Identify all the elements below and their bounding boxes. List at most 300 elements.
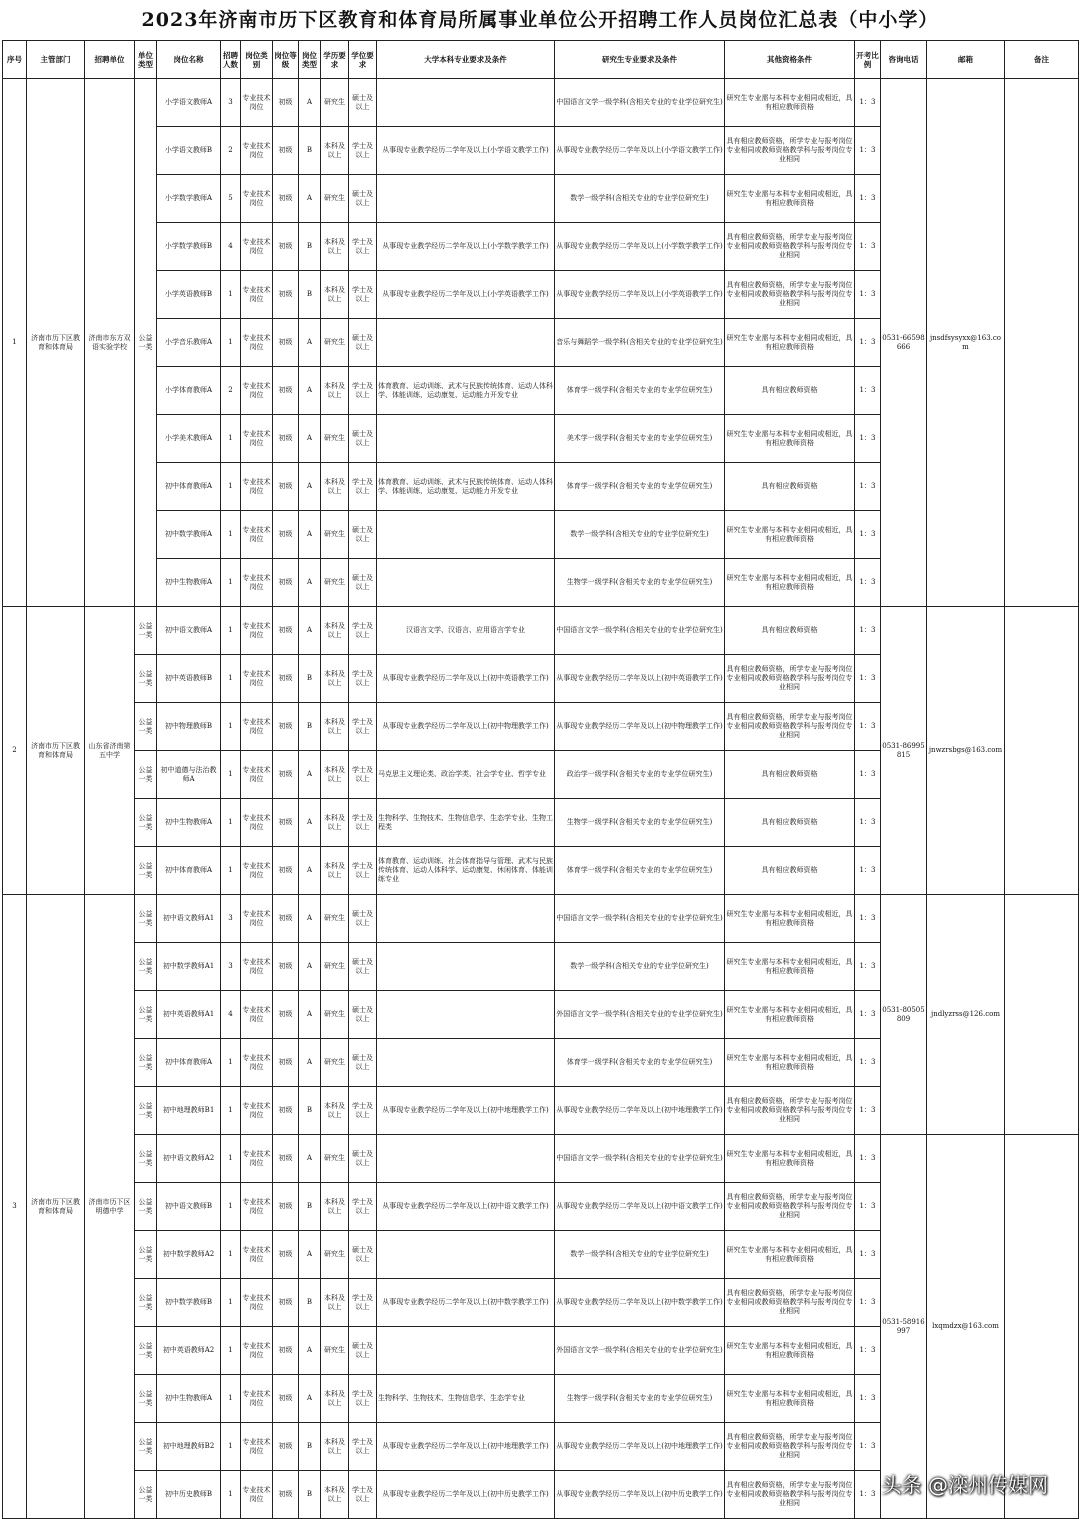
other-req-cell: 具有相应教师资格 [725, 367, 855, 415]
position-cell: 初中数学教师A1 [157, 943, 221, 991]
edu-cell: 研究生 [321, 943, 349, 991]
degree-cell: 硕士及以上 [349, 1135, 377, 1183]
level-cell: 初级 [273, 1423, 299, 1471]
other-req-cell: 具有相应教师资格 [725, 847, 855, 895]
ratio-cell: 1：3 [855, 367, 881, 415]
col-header: 岗位类别 [241, 41, 273, 79]
bachelor-req-cell [377, 79, 555, 127]
grad-req-cell: 数学一级学科(含相关专业的专业学位研究生) [555, 943, 725, 991]
col-header: 备注 [1005, 41, 1079, 79]
edu-cell: 本科及以上 [321, 703, 349, 751]
bachelor-req-cell: 从事现专业教学经历二学年及以上(初中英语教学工作) [377, 655, 555, 703]
count-cell: 4 [221, 991, 241, 1039]
count-cell: 1 [221, 1327, 241, 1375]
type-cell: B [299, 703, 321, 751]
count-cell: 1 [221, 1039, 241, 1087]
degree-cell: 学士及以上 [349, 655, 377, 703]
type-cell: B [299, 271, 321, 319]
category-cell: 专业技术岗位 [241, 1471, 273, 1519]
count-cell: 1 [221, 1231, 241, 1279]
type-cell: A [299, 1327, 321, 1375]
level-cell: 初级 [273, 991, 299, 1039]
level-cell: 初级 [273, 1327, 299, 1375]
position-cell: 初中英语教师A1 [157, 991, 221, 1039]
count-cell: 1 [221, 1135, 241, 1183]
bachelor-req-cell [377, 1039, 555, 1087]
category-cell: 专业技术岗位 [241, 127, 273, 175]
table-row [3, 79, 1079, 127]
level-cell: 初级 [273, 847, 299, 895]
grad-req-cell: 体育学一级学科(含相关专业的专业学位研究生) [555, 847, 725, 895]
note-cell [1005, 1135, 1079, 1519]
level-cell: 初级 [273, 1231, 299, 1279]
bachelor-req-cell: 从事现专业教学经历二学年及以上(初中物理教学工作) [377, 703, 555, 751]
count-cell: 1 [221, 1471, 241, 1519]
position-cell: 初中英语教师B [157, 655, 221, 703]
col-header: 研究生专业要求及条件 [555, 41, 725, 79]
count-cell: 2 [221, 127, 241, 175]
unit-type-cell: 公益一类 [135, 79, 157, 607]
level-cell: 初级 [273, 1039, 299, 1087]
bachelor-req-cell: 马克思主义理论类、政治学类、社会学专业、哲学专业 [377, 751, 555, 799]
bachelor-req-cell: 生物科学、生物技术、生物信息学、生态学专业、生物工程类 [377, 799, 555, 847]
type-cell: A [299, 943, 321, 991]
count-cell: 1 [221, 1375, 241, 1423]
edu-cell: 本科及以上 [321, 847, 349, 895]
bachelor-req-cell: 从事现专业教学经历二学年及以上(小学语文教学工作) [377, 127, 555, 175]
level-cell: 初级 [273, 799, 299, 847]
level-cell: 初级 [273, 1375, 299, 1423]
level-cell: 初级 [273, 1471, 299, 1519]
degree-cell: 学士及以上 [349, 1087, 377, 1135]
category-cell: 专业技术岗位 [241, 1279, 273, 1327]
position-cell: 初中语文教师A2 [157, 1135, 221, 1183]
level-cell: 初级 [273, 271, 299, 319]
other-req-cell: 具有相应教师资格，所学专业与报考岗位专业相同或教师资格教学科与报考岗位专业相同 [725, 223, 855, 271]
category-cell: 专业技术岗位 [241, 895, 273, 943]
type-cell: B [299, 1183, 321, 1231]
other-req-cell: 具有相应教师资格，所学专业与报考岗位专业相同或教师资格教学科与报考岗位专业相同 [725, 1423, 855, 1471]
position-cell: 初中道德与法治教师A [157, 751, 221, 799]
unit-type-cell: 公益一类 [135, 703, 157, 751]
bachelor-req-cell: 从事现专业教学经历二学年及以上(小学数学教学工作) [377, 223, 555, 271]
count-cell: 1 [221, 559, 241, 607]
grad-req-cell: 中国语言文学一级学科(含相关专业的专业学位研究生) [555, 1135, 725, 1183]
unit-type-cell: 公益一类 [135, 895, 157, 943]
degree-cell: 学士及以上 [349, 799, 377, 847]
category-cell: 专业技术岗位 [241, 511, 273, 559]
edu-cell: 本科及以上 [321, 223, 349, 271]
bachelor-req-cell: 生物科学、生物技术、生物信息学、生态学专业 [377, 1375, 555, 1423]
unit-type-cell: 公益一类 [135, 607, 157, 655]
degree-cell: 硕士及以上 [349, 415, 377, 463]
grad-req-cell: 从事现专业教学经历二学年及以上(初中英语教学工作) [555, 655, 725, 703]
position-cell: 小学音乐教师A [157, 319, 221, 367]
ratio-cell: 1：3 [855, 607, 881, 655]
ratio-cell: 1：3 [855, 655, 881, 703]
col-header: 主管部门 [27, 41, 85, 79]
grad-req-cell: 美术学一级学科(含相关专业的专业学位研究生) [555, 415, 725, 463]
level-cell: 初级 [273, 175, 299, 223]
category-cell: 专业技术岗位 [241, 559, 273, 607]
edu-cell: 研究生 [321, 175, 349, 223]
grad-req-cell: 中国语言文学一级学科(含相关专业的专业学位研究生) [555, 79, 725, 127]
position-cell: 初中生物教师A [157, 559, 221, 607]
category-cell: 专业技术岗位 [241, 367, 273, 415]
grad-req-cell: 数学一级学科(含相关专业的专业学位研究生) [555, 1231, 725, 1279]
degree-cell: 硕士及以上 [349, 175, 377, 223]
ratio-cell: 1：3 [855, 1471, 881, 1519]
email-cell: jnwzrsbgs@163.com [927, 607, 1005, 895]
level-cell: 初级 [273, 415, 299, 463]
email-cell: lxqmdzx@163.com [927, 1135, 1005, 1519]
type-cell: A [299, 799, 321, 847]
count-cell: 1 [221, 511, 241, 559]
grad-req-cell: 从事现专业教学经历二学年及以上(初中地理教学工作) [555, 1423, 725, 1471]
category-cell: 专业技术岗位 [241, 223, 273, 271]
edu-cell: 研究生 [321, 79, 349, 127]
phone-cell: 0531-66598666 [881, 79, 927, 607]
bachelor-req-cell: 从事现专业教学经历二学年及以上(初中数学教学工作) [377, 1279, 555, 1327]
bachelor-req-cell: 汉语言文学、汉语言、应用语言学专业 [377, 607, 555, 655]
other-req-cell: 研究生专业需与本科专业相同或相近，具有相应教师资格 [725, 1375, 855, 1423]
category-cell: 专业技术岗位 [241, 655, 273, 703]
ratio-cell: 1：3 [855, 79, 881, 127]
ratio-cell: 1：3 [855, 1327, 881, 1375]
grad-req-cell: 外国语言文学一级学科(含相关专业的专业学位研究生) [555, 991, 725, 1039]
edu-cell: 研究生 [321, 415, 349, 463]
degree-cell: 硕士及以上 [349, 79, 377, 127]
type-cell: A [299, 1231, 321, 1279]
edu-cell: 本科及以上 [321, 655, 349, 703]
level-cell: 初级 [273, 1087, 299, 1135]
other-req-cell: 具有相应教师资格 [725, 751, 855, 799]
unit-cell: 山东省济南第五中学 [85, 607, 135, 895]
level-cell: 初级 [273, 127, 299, 175]
grad-req-cell: 音乐与舞蹈学一级学科(含相关专业的专业学位研究生) [555, 319, 725, 367]
seq-cell: 3 [3, 895, 27, 1519]
ratio-cell: 1：3 [855, 1279, 881, 1327]
col-header: 序号 [3, 41, 27, 79]
level-cell: 初级 [273, 223, 299, 271]
count-cell: 1 [221, 319, 241, 367]
category-cell: 专业技术岗位 [241, 1039, 273, 1087]
degree-cell: 学士及以上 [349, 223, 377, 271]
ratio-cell: 1：3 [855, 559, 881, 607]
category-cell: 专业技术岗位 [241, 1135, 273, 1183]
ratio-cell: 1：3 [855, 847, 881, 895]
bachelor-req-cell: 从事现专业教学经历二学年及以上(初中历史教学工作) [377, 1471, 555, 1519]
type-cell: B [299, 223, 321, 271]
grad-req-cell: 从事现专业教学经历二学年及以上(小学语文教学工作) [555, 127, 725, 175]
position-cell: 初中地理教师B2 [157, 1423, 221, 1471]
count-cell: 1 [221, 655, 241, 703]
type-cell: A [299, 1135, 321, 1183]
degree-cell: 学士及以上 [349, 271, 377, 319]
email-cell: jndlyzrss@126.com [927, 895, 1005, 1135]
grad-req-cell: 中国语言文学一级学科(含相关专业的专业学位研究生) [555, 895, 725, 943]
other-req-cell: 具有相应教师资格 [725, 463, 855, 511]
other-req-cell: 具有相应教师资格，所学专业与报考岗位专业相同或教师资格教学科与报考岗位专业相同 [725, 1471, 855, 1519]
bachelor-req-cell [377, 1135, 555, 1183]
position-cell: 小学英语教师B [157, 271, 221, 319]
note-cell [1005, 895, 1079, 1135]
grad-req-cell: 生物学一级学科(含相关专业的专业学位研究生) [555, 799, 725, 847]
category-cell: 专业技术岗位 [241, 703, 273, 751]
category-cell: 专业技术岗位 [241, 1327, 273, 1375]
degree-cell: 学士及以上 [349, 751, 377, 799]
bachelor-req-cell [377, 559, 555, 607]
position-cell: 小学美术教师A [157, 415, 221, 463]
ratio-cell: 1：3 [855, 175, 881, 223]
ratio-cell: 1：3 [855, 1423, 881, 1471]
other-req-cell: 研究生专业需与本科专业相同或相近，具有相应教师资格 [725, 1135, 855, 1183]
ratio-cell: 1：3 [855, 463, 881, 511]
degree-cell: 学士及以上 [349, 1279, 377, 1327]
count-cell: 3 [221, 895, 241, 943]
type-cell: A [299, 1375, 321, 1423]
position-cell: 初中物理教师B [157, 703, 221, 751]
other-req-cell: 研究生专业需与本科专业相同或相近，具有相应教师资格 [725, 895, 855, 943]
edu-cell: 本科及以上 [321, 271, 349, 319]
dept-cell: 济南市历下区教育和体育局 [27, 895, 85, 1519]
degree-cell: 硕士及以上 [349, 511, 377, 559]
position-cell: 初中体育教师A [157, 847, 221, 895]
ratio-cell: 1：3 [855, 991, 881, 1039]
position-cell: 初中数学教师A [157, 511, 221, 559]
type-cell: A [299, 559, 321, 607]
position-cell: 初中语文教师B [157, 1183, 221, 1231]
type-cell: B [299, 1471, 321, 1519]
grad-req-cell: 从事现专业教学经历二学年及以上(初中历史教学工作) [555, 1471, 725, 1519]
other-req-cell: 研究生专业需与本科专业相同或相近，具有相应教师资格 [725, 1039, 855, 1087]
other-req-cell: 具有相应教师资格，所学专业与报考岗位专业相同或教师资格教学科与报考岗位专业相同 [725, 655, 855, 703]
ratio-cell: 1：3 [855, 703, 881, 751]
edu-cell: 研究生 [321, 1039, 349, 1087]
count-cell: 3 [221, 79, 241, 127]
header-row [3, 41, 1079, 79]
unit-type-cell: 公益一类 [135, 1471, 157, 1519]
col-header: 招聘人数 [221, 41, 241, 79]
degree-cell: 学士及以上 [349, 367, 377, 415]
position-cell: 初中地理教师B1 [157, 1087, 221, 1135]
edu-cell: 本科及以上 [321, 1087, 349, 1135]
category-cell: 专业技术岗位 [241, 1087, 273, 1135]
col-header: 招聘单位 [85, 41, 135, 79]
ratio-cell: 1：3 [855, 511, 881, 559]
degree-cell: 学士及以上 [349, 1471, 377, 1519]
degree-cell: 硕士及以上 [349, 991, 377, 1039]
table-row [3, 1135, 1079, 1183]
edu-cell: 本科及以上 [321, 463, 349, 511]
degree-cell: 硕士及以上 [349, 1039, 377, 1087]
col-header: 大学本科专业要求及条件 [377, 41, 555, 79]
other-req-cell: 具有相应教师资格，所学专业与报考岗位专业相同或教师资格教学科与报考岗位专业相同 [725, 1087, 855, 1135]
col-header: 学位要求 [349, 41, 377, 79]
bachelor-req-cell [377, 1327, 555, 1375]
unit-type-cell: 公益一类 [135, 655, 157, 703]
position-cell: 小学语文教师A [157, 79, 221, 127]
edu-cell: 本科及以上 [321, 799, 349, 847]
unit-type-cell: 公益一类 [135, 751, 157, 799]
edu-cell: 研究生 [321, 1327, 349, 1375]
bachelor-req-cell [377, 511, 555, 559]
other-req-cell: 研究生专业需与本科专业相同或相近，具有相应教师资格 [725, 559, 855, 607]
other-req-cell: 研究生专业需与本科专业相同或相近，具有相应教师资格 [725, 79, 855, 127]
type-cell: A [299, 511, 321, 559]
category-cell: 专业技术岗位 [241, 175, 273, 223]
bachelor-req-cell [377, 1231, 555, 1279]
unit-type-cell: 公益一类 [135, 1423, 157, 1471]
grad-req-cell: 体育学一级学科(含相关专业的专业学位研究生) [555, 367, 725, 415]
edu-cell: 研究生 [321, 895, 349, 943]
unit-type-cell: 公益一类 [135, 943, 157, 991]
level-cell: 初级 [273, 751, 299, 799]
unit-type-cell: 公益一类 [135, 847, 157, 895]
degree-cell: 学士及以上 [349, 463, 377, 511]
bachelor-req-cell: 从事现专业教学经历二学年及以上(初中语文教学工作) [377, 1183, 555, 1231]
position-cell: 初中体育教师A [157, 463, 221, 511]
category-cell: 专业技术岗位 [241, 1183, 273, 1231]
edu-cell: 研究生 [321, 511, 349, 559]
ratio-cell: 1：3 [855, 1039, 881, 1087]
position-cell: 初中数学教师B [157, 1279, 221, 1327]
level-cell: 初级 [273, 943, 299, 991]
count-cell: 1 [221, 847, 241, 895]
unit-type-cell: 公益一类 [135, 991, 157, 1039]
dept-cell: 济南市历下区教育和体育局 [27, 79, 85, 607]
count-cell: 4 [221, 223, 241, 271]
unit-type-cell: 公益一类 [135, 1279, 157, 1327]
col-header: 其他资格条件 [725, 41, 855, 79]
grad-req-cell: 数学一级学科(含相关专业的专业学位研究生) [555, 511, 725, 559]
ratio-cell: 1：3 [855, 943, 881, 991]
bachelor-req-cell: 从事现专业教学经历二学年及以上(初中地理教学工作) [377, 1087, 555, 1135]
count-cell: 1 [221, 607, 241, 655]
bachelor-req-cell: 体育教育、运动训练、武术与民族传统体育、运动人体科学、体能训练、运动康复、运动能力开发专业 [377, 463, 555, 511]
type-cell: A [299, 463, 321, 511]
ratio-cell: 1：3 [855, 319, 881, 367]
position-cell: 小学语文教师B [157, 127, 221, 175]
grad-req-cell: 从事现专业教学经历二学年及以上(小学英语教学工作) [555, 271, 725, 319]
ratio-cell: 1：3 [855, 1183, 881, 1231]
edu-cell: 本科及以上 [321, 127, 349, 175]
category-cell: 专业技术岗位 [241, 1423, 273, 1471]
degree-cell: 硕士及以上 [349, 319, 377, 367]
other-req-cell: 具有相应教师资格，所学专业与报考岗位专业相同或教师资格教学科与报考岗位专业相同 [725, 271, 855, 319]
unit-type-cell: 公益一类 [135, 1327, 157, 1375]
category-cell: 专业技术岗位 [241, 1375, 273, 1423]
unit-type-cell: 公益一类 [135, 1375, 157, 1423]
level-cell: 初级 [273, 1279, 299, 1327]
type-cell: A [299, 415, 321, 463]
edu-cell: 研究生 [321, 559, 349, 607]
grad-req-cell: 从事现专业教学经历二学年及以上(初中物理教学工作) [555, 703, 725, 751]
page-title: 2023年济南市历下区教育和体育局所属事业单位公开招聘工作人员岗位汇总表（中小学） [141, 9, 939, 31]
unit-cell: 济南市东方双语实验学校 [85, 79, 135, 607]
grad-req-cell: 生物学一级学科(含相关专业的专业学位研究生) [555, 559, 725, 607]
category-cell: 专业技术岗位 [241, 319, 273, 367]
phone-cell: 0531-58916997 [881, 1135, 927, 1519]
edu-cell: 本科及以上 [321, 1279, 349, 1327]
ratio-cell: 1：3 [855, 1135, 881, 1183]
dept-cell: 济南市历下区教育和体育局 [27, 607, 85, 895]
unit-type-cell: 公益一类 [135, 1087, 157, 1135]
ratio-cell: 1：3 [855, 127, 881, 175]
edu-cell: 研究生 [321, 319, 349, 367]
count-cell: 1 [221, 1423, 241, 1471]
watermark [870, 1465, 1060, 1502]
other-req-cell: 具有相应教师资格 [725, 607, 855, 655]
bachelor-req-cell [377, 319, 555, 367]
position-cell: 初中体育教师A [157, 1039, 221, 1087]
edu-cell: 本科及以上 [321, 1423, 349, 1471]
level-cell: 初级 [273, 463, 299, 511]
other-req-cell: 研究生专业需与本科专业相同或相近，具有相应教师资格 [725, 319, 855, 367]
type-cell: B [299, 1279, 321, 1327]
count-cell: 5 [221, 175, 241, 223]
category-cell: 专业技术岗位 [241, 1231, 273, 1279]
count-cell: 2 [221, 367, 241, 415]
count-cell: 1 [221, 1279, 241, 1327]
grad-req-cell: 从事现专业教学经历二学年及以上(初中语文教学工作) [555, 1183, 725, 1231]
position-cell: 小学体育教师A [157, 367, 221, 415]
ratio-cell: 1：3 [855, 1231, 881, 1279]
category-cell: 专业技术岗位 [241, 463, 273, 511]
position-cell: 小学数学教师A [157, 175, 221, 223]
ratio-cell: 1：3 [855, 415, 881, 463]
bachelor-req-cell [377, 991, 555, 1039]
unit-type-cell: 公益一类 [135, 1039, 157, 1087]
level-cell: 初级 [273, 655, 299, 703]
degree-cell: 学士及以上 [349, 1183, 377, 1231]
position-cell: 初中生物教师A [157, 799, 221, 847]
position-cell: 初中英语教师A2 [157, 1327, 221, 1375]
category-cell: 专业技术岗位 [241, 271, 273, 319]
edu-cell: 本科及以上 [321, 751, 349, 799]
count-cell: 1 [221, 463, 241, 511]
degree-cell: 学士及以上 [349, 703, 377, 751]
position-cell: 小学数学教师B [157, 223, 221, 271]
type-cell: A [299, 367, 321, 415]
other-req-cell: 具有相应教师资格，所学专业与报考岗位专业相同或教师资格教学科与报考岗位专业相同 [725, 1279, 855, 1327]
other-req-cell: 研究生专业需与本科专业相同或相近，具有相应教师资格 [725, 511, 855, 559]
degree-cell: 学士及以上 [349, 607, 377, 655]
type-cell: A [299, 847, 321, 895]
level-cell: 初级 [273, 703, 299, 751]
unit-type-cell: 公益一类 [135, 1231, 157, 1279]
note-cell [1005, 79, 1079, 607]
bachelor-req-cell [377, 895, 555, 943]
other-req-cell: 研究生专业需与本科专业相同或相近，具有相应教师资格 [725, 1327, 855, 1375]
type-cell: A [299, 751, 321, 799]
level-cell: 初级 [273, 607, 299, 655]
count-cell: 1 [221, 799, 241, 847]
category-cell: 专业技术岗位 [241, 943, 273, 991]
type-cell: A [299, 175, 321, 223]
edu-cell: 本科及以上 [321, 1183, 349, 1231]
count-cell: 1 [221, 703, 241, 751]
unit-type-cell: 公益一类 [135, 799, 157, 847]
grad-req-cell: 从事现专业教学经历二学年及以上(小学数学教学工作) [555, 223, 725, 271]
category-cell: 专业技术岗位 [241, 799, 273, 847]
bachelor-req-cell [377, 175, 555, 223]
bachelor-req-cell: 体育教育、运动训练、社会体育指导与管理、武术与民族传统体育、运动人体科学、运动康复、休闲体育、体能训练专业 [377, 847, 555, 895]
ratio-cell: 1：3 [855, 1375, 881, 1423]
edu-cell: 研究生 [321, 991, 349, 1039]
degree-cell: 硕士及以上 [349, 1327, 377, 1375]
other-req-cell: 具有相应教师资格 [725, 799, 855, 847]
